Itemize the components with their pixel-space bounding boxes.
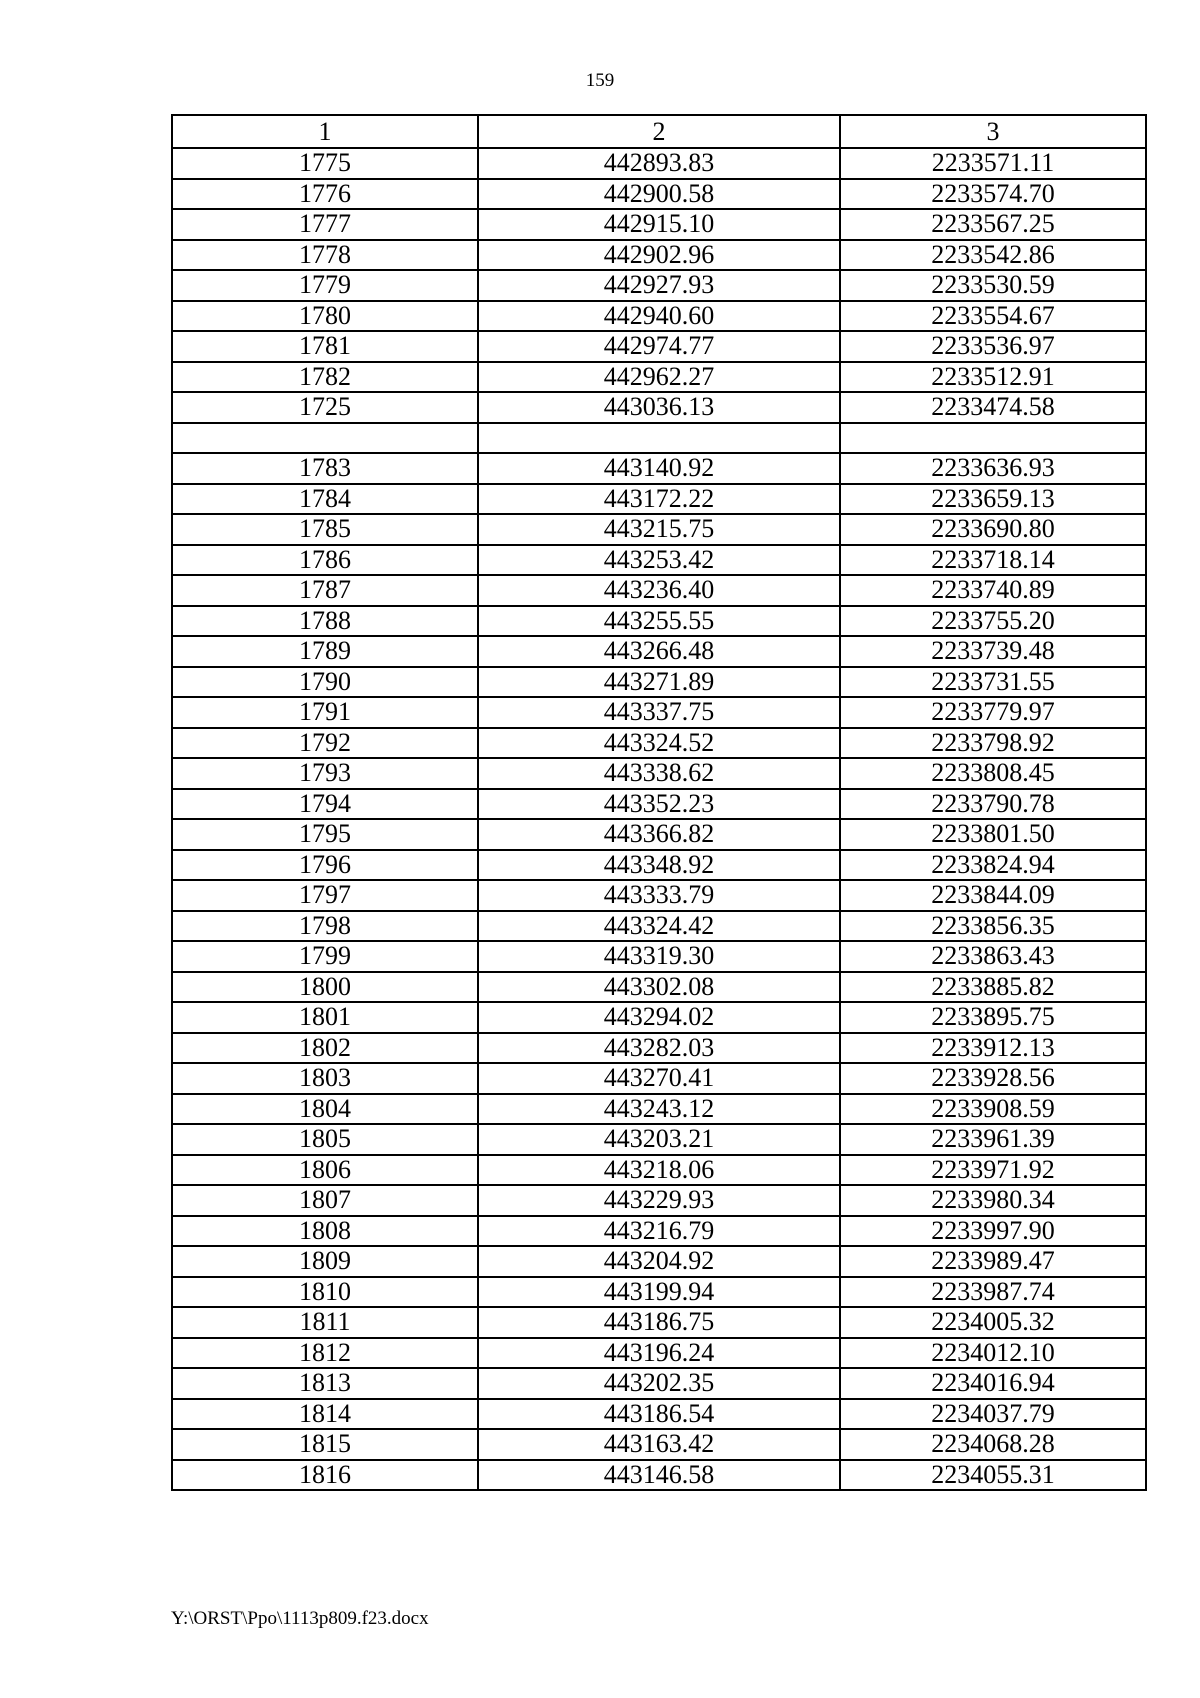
point-number-cell: 1791 — [172, 697, 478, 728]
x-coordinate-cell: 442902.96 — [478, 240, 840, 271]
y-coordinate-cell: 2233731.55 — [840, 667, 1146, 698]
table-row — [172, 1246, 1146, 1277]
point-number-cell: 1808 — [172, 1216, 478, 1247]
point-number-cell: 1789 — [172, 636, 478, 667]
point-number-cell: 1816 — [172, 1460, 478, 1491]
column-header-1: 1 — [172, 115, 478, 148]
x-coordinate-cell: 443333.79 — [478, 880, 840, 911]
x-coordinate-cell: 443203.21 — [478, 1124, 840, 1155]
x-coordinate-cell: 443243.12 — [478, 1094, 840, 1125]
point-number-cell: 1792 — [172, 728, 478, 759]
x-coordinate-cell: 443215.75 — [478, 514, 840, 545]
y-coordinate-cell: 2233912.13 — [840, 1033, 1146, 1064]
x-coordinate-cell: 443186.75 — [478, 1307, 840, 1338]
y-coordinate-cell: 2233885.82 — [840, 972, 1146, 1003]
column-header-2: 2 — [478, 115, 840, 148]
y-coordinate-cell: 2233574.70 — [840, 179, 1146, 210]
point-number-cell: 1783 — [172, 453, 478, 484]
table-row — [172, 270, 1146, 301]
point-number-cell: 1787 — [172, 575, 478, 606]
x-coordinate-cell: 443163.42 — [478, 1429, 840, 1460]
x-coordinate-cell: 443324.52 — [478, 728, 840, 759]
y-coordinate-cell: 2233863.43 — [840, 941, 1146, 972]
table-row — [172, 1399, 1146, 1430]
point-number-cell: 1777 — [172, 209, 478, 240]
x-coordinate-cell: 443036.13 — [478, 392, 840, 423]
y-coordinate-cell: 2233961.39 — [840, 1124, 1146, 1155]
x-coordinate-cell: 443196.24 — [478, 1338, 840, 1369]
table-row — [172, 1368, 1146, 1399]
point-number-cell: 1790 — [172, 667, 478, 698]
y-coordinate-cell: 2233895.75 — [840, 1002, 1146, 1033]
point-number-cell: 1793 — [172, 758, 478, 789]
point-number-cell: 1796 — [172, 850, 478, 881]
x-coordinate-cell: 443282.03 — [478, 1033, 840, 1064]
y-coordinate-cell: 2233636.93 — [840, 453, 1146, 484]
table-row — [172, 972, 1146, 1003]
table-row — [172, 1124, 1146, 1155]
x-coordinate-cell: 443216.79 — [478, 1216, 840, 1247]
y-coordinate-cell: 2233808.45 — [840, 758, 1146, 789]
y-coordinate-cell: 2233512.91 — [840, 362, 1146, 393]
table-row — [172, 1216, 1146, 1247]
x-coordinate-cell: 443302.08 — [478, 972, 840, 1003]
table-row — [172, 1002, 1146, 1033]
x-coordinate-cell: 442915.10 — [478, 209, 840, 240]
point-number-cell: 1807 — [172, 1185, 478, 1216]
table-row — [172, 728, 1146, 759]
point-number-cell: 1804 — [172, 1094, 478, 1125]
y-coordinate-cell: 2233542.86 — [840, 240, 1146, 271]
table-row — [172, 575, 1146, 606]
y-coordinate-cell: 2233987.74 — [840, 1277, 1146, 1308]
x-coordinate-cell: 443366.82 — [478, 819, 840, 850]
x-coordinate-cell: 443186.54 — [478, 1399, 840, 1430]
table-row — [172, 545, 1146, 576]
y-coordinate-cell: 2233801.50 — [840, 819, 1146, 850]
table-row — [172, 667, 1146, 698]
y-coordinate-cell: 2233739.48 — [840, 636, 1146, 667]
table-row — [172, 423, 1146, 454]
table-row — [172, 1155, 1146, 1186]
table-row — [172, 331, 1146, 362]
y-coordinate-cell: 2233474.58 — [840, 392, 1146, 423]
point-number-cell: 1781 — [172, 331, 478, 362]
point-number-cell: 1775 — [172, 148, 478, 179]
y-coordinate-cell: 2233908.59 — [840, 1094, 1146, 1125]
table-row — [172, 850, 1146, 881]
y-coordinate-cell: 2234005.32 — [840, 1307, 1146, 1338]
y-coordinate-cell: 2233718.14 — [840, 545, 1146, 576]
point-number-cell: 1802 — [172, 1033, 478, 1064]
table-body — [172, 148, 1146, 1490]
x-coordinate-cell: 442900.58 — [478, 179, 840, 210]
point-number-cell: 1813 — [172, 1368, 478, 1399]
table-row — [172, 819, 1146, 850]
point-number-cell: 1797 — [172, 880, 478, 911]
point-number-cell: 1809 — [172, 1246, 478, 1277]
x-coordinate-cell: 443266.48 — [478, 636, 840, 667]
table-row — [172, 514, 1146, 545]
x-coordinate-cell: 443199.94 — [478, 1277, 840, 1308]
table-row — [172, 606, 1146, 637]
table-row — [172, 941, 1146, 972]
point-number-cell: 1800 — [172, 972, 478, 1003]
y-coordinate-cell — [840, 423, 1146, 454]
y-coordinate-cell: 2233980.34 — [840, 1185, 1146, 1216]
x-coordinate-cell: 443348.92 — [478, 850, 840, 881]
table-row — [172, 1277, 1146, 1308]
x-coordinate-cell: 443172.22 — [478, 484, 840, 515]
point-number-cell: 1778 — [172, 240, 478, 271]
page-number: 159 — [585, 70, 615, 91]
x-coordinate-cell: 443294.02 — [478, 1002, 840, 1033]
point-number-cell: 1799 — [172, 941, 478, 972]
y-coordinate-cell: 2233856.35 — [840, 911, 1146, 942]
x-coordinate-cell: 443146.58 — [478, 1460, 840, 1491]
y-coordinate-cell: 2234068.28 — [840, 1429, 1146, 1460]
y-coordinate-cell: 2233824.94 — [840, 850, 1146, 881]
y-coordinate-cell: 2234012.10 — [840, 1338, 1146, 1369]
table-row — [172, 179, 1146, 210]
x-coordinate-cell: 442893.83 — [478, 148, 840, 179]
point-number-cell: 1811 — [172, 1307, 478, 1338]
point-number-cell: 1780 — [172, 301, 478, 332]
table-row — [172, 1063, 1146, 1094]
table-row — [172, 911, 1146, 942]
table-row — [172, 697, 1146, 728]
header-row — [172, 115, 1146, 148]
x-coordinate-cell: 443255.55 — [478, 606, 840, 637]
table-row — [172, 880, 1146, 911]
point-number-cell: 1798 — [172, 911, 478, 942]
y-coordinate-cell: 2233554.67 — [840, 301, 1146, 332]
y-coordinate-cell: 2233790.78 — [840, 789, 1146, 820]
table-row — [172, 1307, 1146, 1338]
y-coordinate-cell: 2233997.90 — [840, 1216, 1146, 1247]
table-row — [172, 789, 1146, 820]
x-coordinate-cell: 443271.89 — [478, 667, 840, 698]
table-header — [172, 115, 1146, 148]
y-coordinate-cell: 2233740.89 — [840, 575, 1146, 606]
point-number-cell — [172, 423, 478, 454]
table-row — [172, 209, 1146, 240]
table-row — [172, 392, 1146, 423]
point-number-cell: 1784 — [172, 484, 478, 515]
table-row — [172, 148, 1146, 179]
y-coordinate-cell: 2234055.31 — [840, 1460, 1146, 1491]
coordinates-table — [171, 114, 1147, 1491]
y-coordinate-cell: 2233659.13 — [840, 484, 1146, 515]
point-number-cell: 1782 — [172, 362, 478, 393]
x-coordinate-cell: 442974.77 — [478, 331, 840, 362]
x-coordinate-cell: 443319.30 — [478, 941, 840, 972]
point-number-cell: 1725 — [172, 392, 478, 423]
y-coordinate-cell: 2233536.97 — [840, 331, 1146, 362]
table-row — [172, 1429, 1146, 1460]
table-row — [172, 362, 1146, 393]
x-coordinate-cell: 443253.42 — [478, 545, 840, 576]
x-coordinate-cell: 443140.92 — [478, 453, 840, 484]
footer-file-path: Y:\ORST\Ppo\1113p809.f23.docx — [171, 1608, 429, 1629]
table-row — [172, 1338, 1146, 1369]
y-coordinate-cell: 2233779.97 — [840, 697, 1146, 728]
x-coordinate-cell: 443218.06 — [478, 1155, 840, 1186]
table-row — [172, 484, 1146, 515]
y-coordinate-cell: 2233798.92 — [840, 728, 1146, 759]
point-number-cell: 1806 — [172, 1155, 478, 1186]
x-coordinate-cell: 442927.93 — [478, 270, 840, 301]
point-number-cell: 1815 — [172, 1429, 478, 1460]
y-coordinate-cell: 2233530.59 — [840, 270, 1146, 301]
y-coordinate-cell: 2233567.25 — [840, 209, 1146, 240]
point-number-cell: 1805 — [172, 1124, 478, 1155]
point-number-cell: 1795 — [172, 819, 478, 850]
x-coordinate-cell: 443324.42 — [478, 911, 840, 942]
point-number-cell: 1812 — [172, 1338, 478, 1369]
point-number-cell: 1814 — [172, 1399, 478, 1430]
point-number-cell: 1801 — [172, 1002, 478, 1033]
y-coordinate-cell: 2233928.56 — [840, 1063, 1146, 1094]
column-header-3: 3 — [840, 115, 1146, 148]
x-coordinate-cell — [478, 423, 840, 454]
point-number-cell: 1794 — [172, 789, 478, 820]
x-coordinate-cell: 443337.75 — [478, 697, 840, 728]
x-coordinate-cell: 443229.93 — [478, 1185, 840, 1216]
y-coordinate-cell: 2234016.94 — [840, 1368, 1146, 1399]
x-coordinate-cell: 443202.35 — [478, 1368, 840, 1399]
x-coordinate-cell: 443204.92 — [478, 1246, 840, 1277]
x-coordinate-cell: 443270.41 — [478, 1063, 840, 1094]
point-number-cell: 1788 — [172, 606, 478, 637]
y-coordinate-cell: 2233844.09 — [840, 880, 1146, 911]
table-row — [172, 1185, 1146, 1216]
y-coordinate-cell: 2233971.92 — [840, 1155, 1146, 1186]
y-coordinate-cell: 2233571.11 — [840, 148, 1146, 179]
point-number-cell: 1810 — [172, 1277, 478, 1308]
table-row — [172, 758, 1146, 789]
table-row — [172, 453, 1146, 484]
y-coordinate-cell: 2234037.79 — [840, 1399, 1146, 1430]
x-coordinate-cell: 443352.23 — [478, 789, 840, 820]
table-row — [172, 636, 1146, 667]
point-number-cell: 1776 — [172, 179, 478, 210]
point-number-cell: 1785 — [172, 514, 478, 545]
table-row — [172, 1460, 1146, 1491]
point-number-cell: 1803 — [172, 1063, 478, 1094]
y-coordinate-cell: 2233690.80 — [840, 514, 1146, 545]
point-number-cell: 1786 — [172, 545, 478, 576]
table-row — [172, 301, 1146, 332]
table-row — [172, 240, 1146, 271]
x-coordinate-cell: 442940.60 — [478, 301, 840, 332]
x-coordinate-cell: 443236.40 — [478, 575, 840, 606]
x-coordinate-cell: 443338.62 — [478, 758, 840, 789]
table-row — [172, 1094, 1146, 1125]
y-coordinate-cell: 2233755.20 — [840, 606, 1146, 637]
x-coordinate-cell: 442962.27 — [478, 362, 840, 393]
point-number-cell: 1779 — [172, 270, 478, 301]
y-coordinate-cell: 2233989.47 — [840, 1246, 1146, 1277]
table-row — [172, 1033, 1146, 1064]
